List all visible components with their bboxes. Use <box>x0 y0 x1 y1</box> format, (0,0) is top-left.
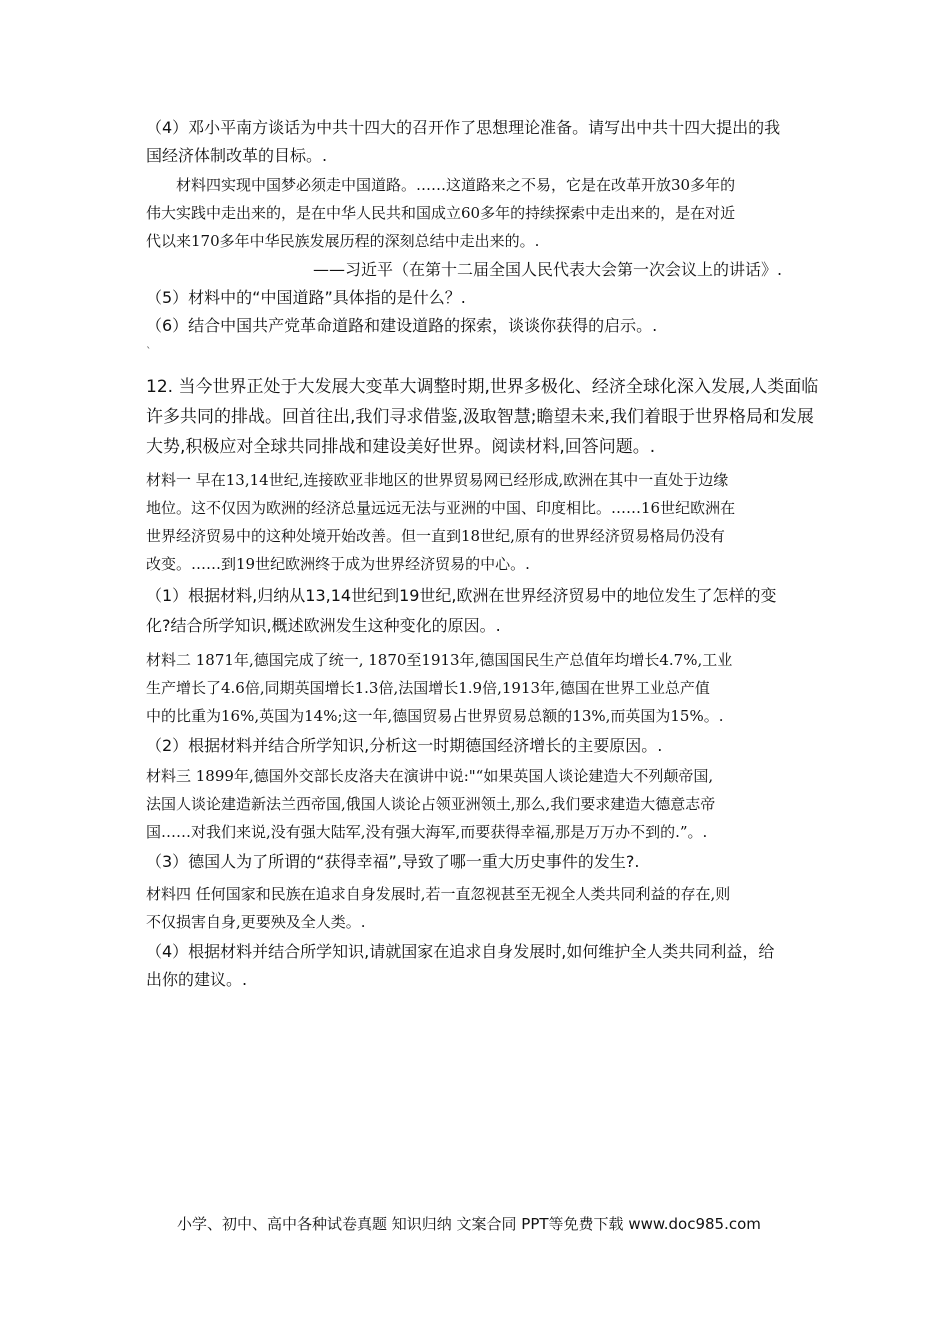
question-4-line-2: 国经济体制改革的目标。. <box>146 146 328 165</box>
q12-material-1-line-4: 改变。……到19世纪欧洲终于成为世界经济贸易的中心。. <box>146 555 530 573</box>
q12-material-1-line-2: 地位。这不仅因为欧洲的经济总量远远无法与亚洲的中国、印度相比。……16世纪欧洲在 <box>146 499 736 517</box>
q12-material-3-line-1: 材料三 1899年,德国外交部长皮洛夫在演讲中说:"“如果英国人谈论建造大不列颠帝国, <box>146 767 714 785</box>
material-4-line-3: 代以来170多年中华民族发展历程的深刻总结中走出来的。. <box>146 232 540 250</box>
q12-material-1-line-1: 材料一 早在13,14世纪,连接欧亚非地区的世界贸易网已经形成,欧洲在其中一直处于边缘 <box>146 471 729 489</box>
question-5: （5）材料中的“中国道路”具体指的是什么？. <box>146 288 466 307</box>
material-4-line-1: 材料四实现中国梦必须走中国道路。……这道路来之不易，它是在改革开放30多年的 <box>176 176 736 194</box>
q12-question-1-line-2: 化?结合所学知识,概述欧洲发生这种变化的原因。. <box>146 616 501 635</box>
q12-question-4-line-2: 出你的建议。. <box>146 970 248 989</box>
q12-question-2: （2）根据材料并结合所学知识,分析这一时期德国经济增长的主要原因。. <box>146 736 663 755</box>
q12-intro-line-2: 许多共同的排战。回首往出,我们寻求借鉴,汲取智慧;瞻望未来,我们着眼于世界格局和发展 <box>146 407 814 427</box>
attribution: ——习近平（在第十二届全国人民代表大会第一次会议上的讲话》. <box>313 260 783 279</box>
q12-question-4-line-1: （4）根据材料并结合所学知识,请就国家在追求自身发展时,如何维护全人类共同利益，给 <box>146 942 775 961</box>
q12-intro-line-1: 12. 当今世界正处于大发展大变革大调整时期,世界多极化、经济全球化深入发展,人类面临 <box>146 377 819 397</box>
q12-material-3-line-2: 法国人谈论建造新法兰西帝国,俄国人谈论占领亚洲领土,那么,我们要求建造大德意志帝 <box>146 795 716 813</box>
material-4-line-2: 伟大实践中走出来的，是在中华人民共和国成立60多年的持续探索中走出来的，是在对近 <box>146 204 736 222</box>
q12-material-4-line-1: 材料四 任何国家和民族在追求自身发展时,若一直忽视甚至无视全人类共同利益的存在,则 <box>146 885 731 903</box>
q12-question-1-line-1: （1）根据材料,归纳从13,14世纪到19世纪,欧洲在世界经济贸易中的地位发生了怎样的变 <box>146 586 777 605</box>
q12-material-2-line-1: 材料二 1871年,德国完成了统一, 1870至1913年,德国国民生产总值年均增长4.7%,工业 <box>146 651 733 669</box>
question-6: （6）结合中国共产党革命道路和建设道路的探索，谈谈你获得的启示。. <box>146 316 658 335</box>
page-footer: 小学、初中、高中各种试卷真题 知识归纳 文案合同 PPT等免费下载 www.doc985.com <box>177 1215 761 1233</box>
q12-material-4-line-2: 不仅损害自身,更要殃及全人类。. <box>146 913 366 931</box>
stray-mark: ` <box>146 345 152 358</box>
q12-material-3-line-3: 国……对我们来说,没有强大陆军,没有强大海军,而要获得幸福,那是万万办不到的.”。. <box>146 823 708 841</box>
q12-material-1-line-3: 世界经济贸易中的这种处境开始改善。但一直到18世纪,原有的世界经济贸易格局仍没有 <box>146 527 725 545</box>
q12-material-2-line-3: 中的比重为16%,英国为14%;这一年,德国贸易占世界贸易总额的13%,而英国为15%。. <box>146 707 724 725</box>
q12-question-3: （3）德国人为了所谓的“获得幸福”,导致了哪一重大历史事件的发生?. <box>146 852 640 871</box>
question-4-line-1: （4）邓小平南方谈话为中共十四大的召开作了思想理论准备。请写出中共十四大提出的我 <box>146 118 781 137</box>
q12-intro-line-3: 大势,积极应对全球共同排战和建设美好世界。阅读材料,回答问题。. <box>146 437 656 457</box>
q12-material-2-line-2: 生产增长了4.6倍,同期英国增长1.3倍,法国增长1.9倍,1913年,德国在世界工业总产值 <box>146 679 710 697</box>
